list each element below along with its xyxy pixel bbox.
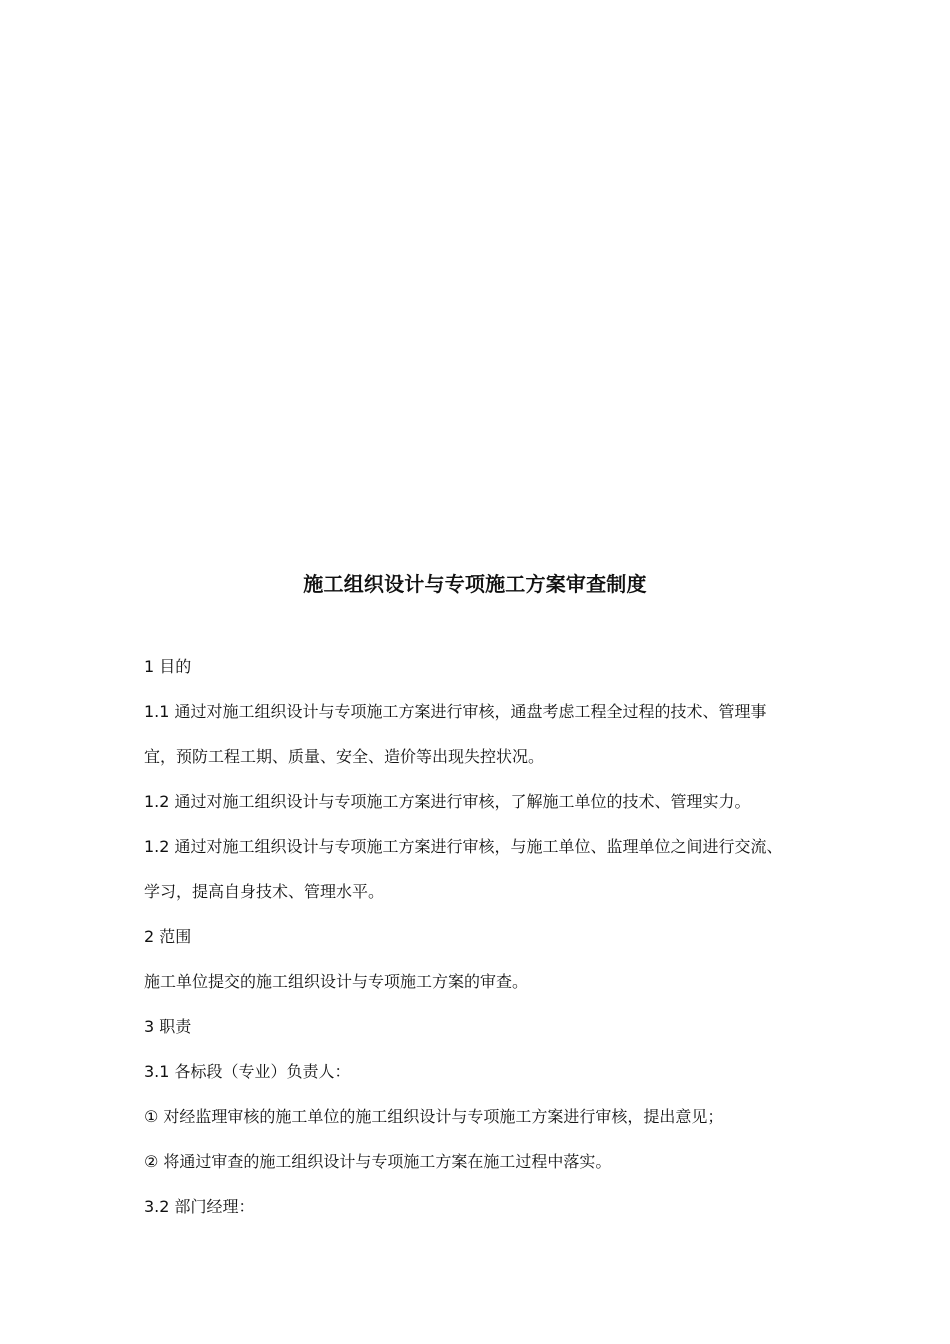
paragraph-1-2a: 1.2 通过对施工组织设计与专项施工方案进行审核，了解施工单位的技术、管理实力。 <box>144 792 751 811</box>
heading-3-2: 3.2 部门经理： <box>144 1197 255 1216</box>
document-body <box>144 651 824 1236</box>
list-item-1: ① 对经监理审核的施工单位的施工组织设计与专项施工方案进行审核，提出意见； <box>144 1107 724 1126</box>
paragraph-1-1-line-1: 1.1 通过对施工组织设计与专项施工方案进行审核，通盘考虑工程全过程的技术、管理事 <box>144 702 767 721</box>
list-item-2: ② 将通过审查的施工组织设计与专项施工方案在施工过程中落实。 <box>144 1152 612 1171</box>
paragraph-1-2b-line-1: 1.2 通过对施工组织设计与专项施工方案进行审核，与施工单位、监理单位之间进行交流、 <box>144 837 783 856</box>
heading-1-purpose: 1 目的 <box>144 657 192 676</box>
heading-3-1: 3.1 各标段（专业）负责人： <box>144 1062 351 1081</box>
paragraph-scope: 施工单位提交的施工组织设计与专项施工方案的审查。 <box>144 972 529 991</box>
paragraph-1-2b-line-2: 学习，提高自身技术、管理水平。 <box>144 882 385 901</box>
heading-2-scope: 2 范围 <box>144 927 192 946</box>
paragraph-1-1-line-2: 宜，预防工程工期、质量、安全、造价等出现失控状况。 <box>144 747 545 766</box>
document-title: 施工组织设计与专项施工方案审查制度 <box>303 572 647 596</box>
heading-3-responsibilities: 3 职责 <box>144 1017 192 1036</box>
